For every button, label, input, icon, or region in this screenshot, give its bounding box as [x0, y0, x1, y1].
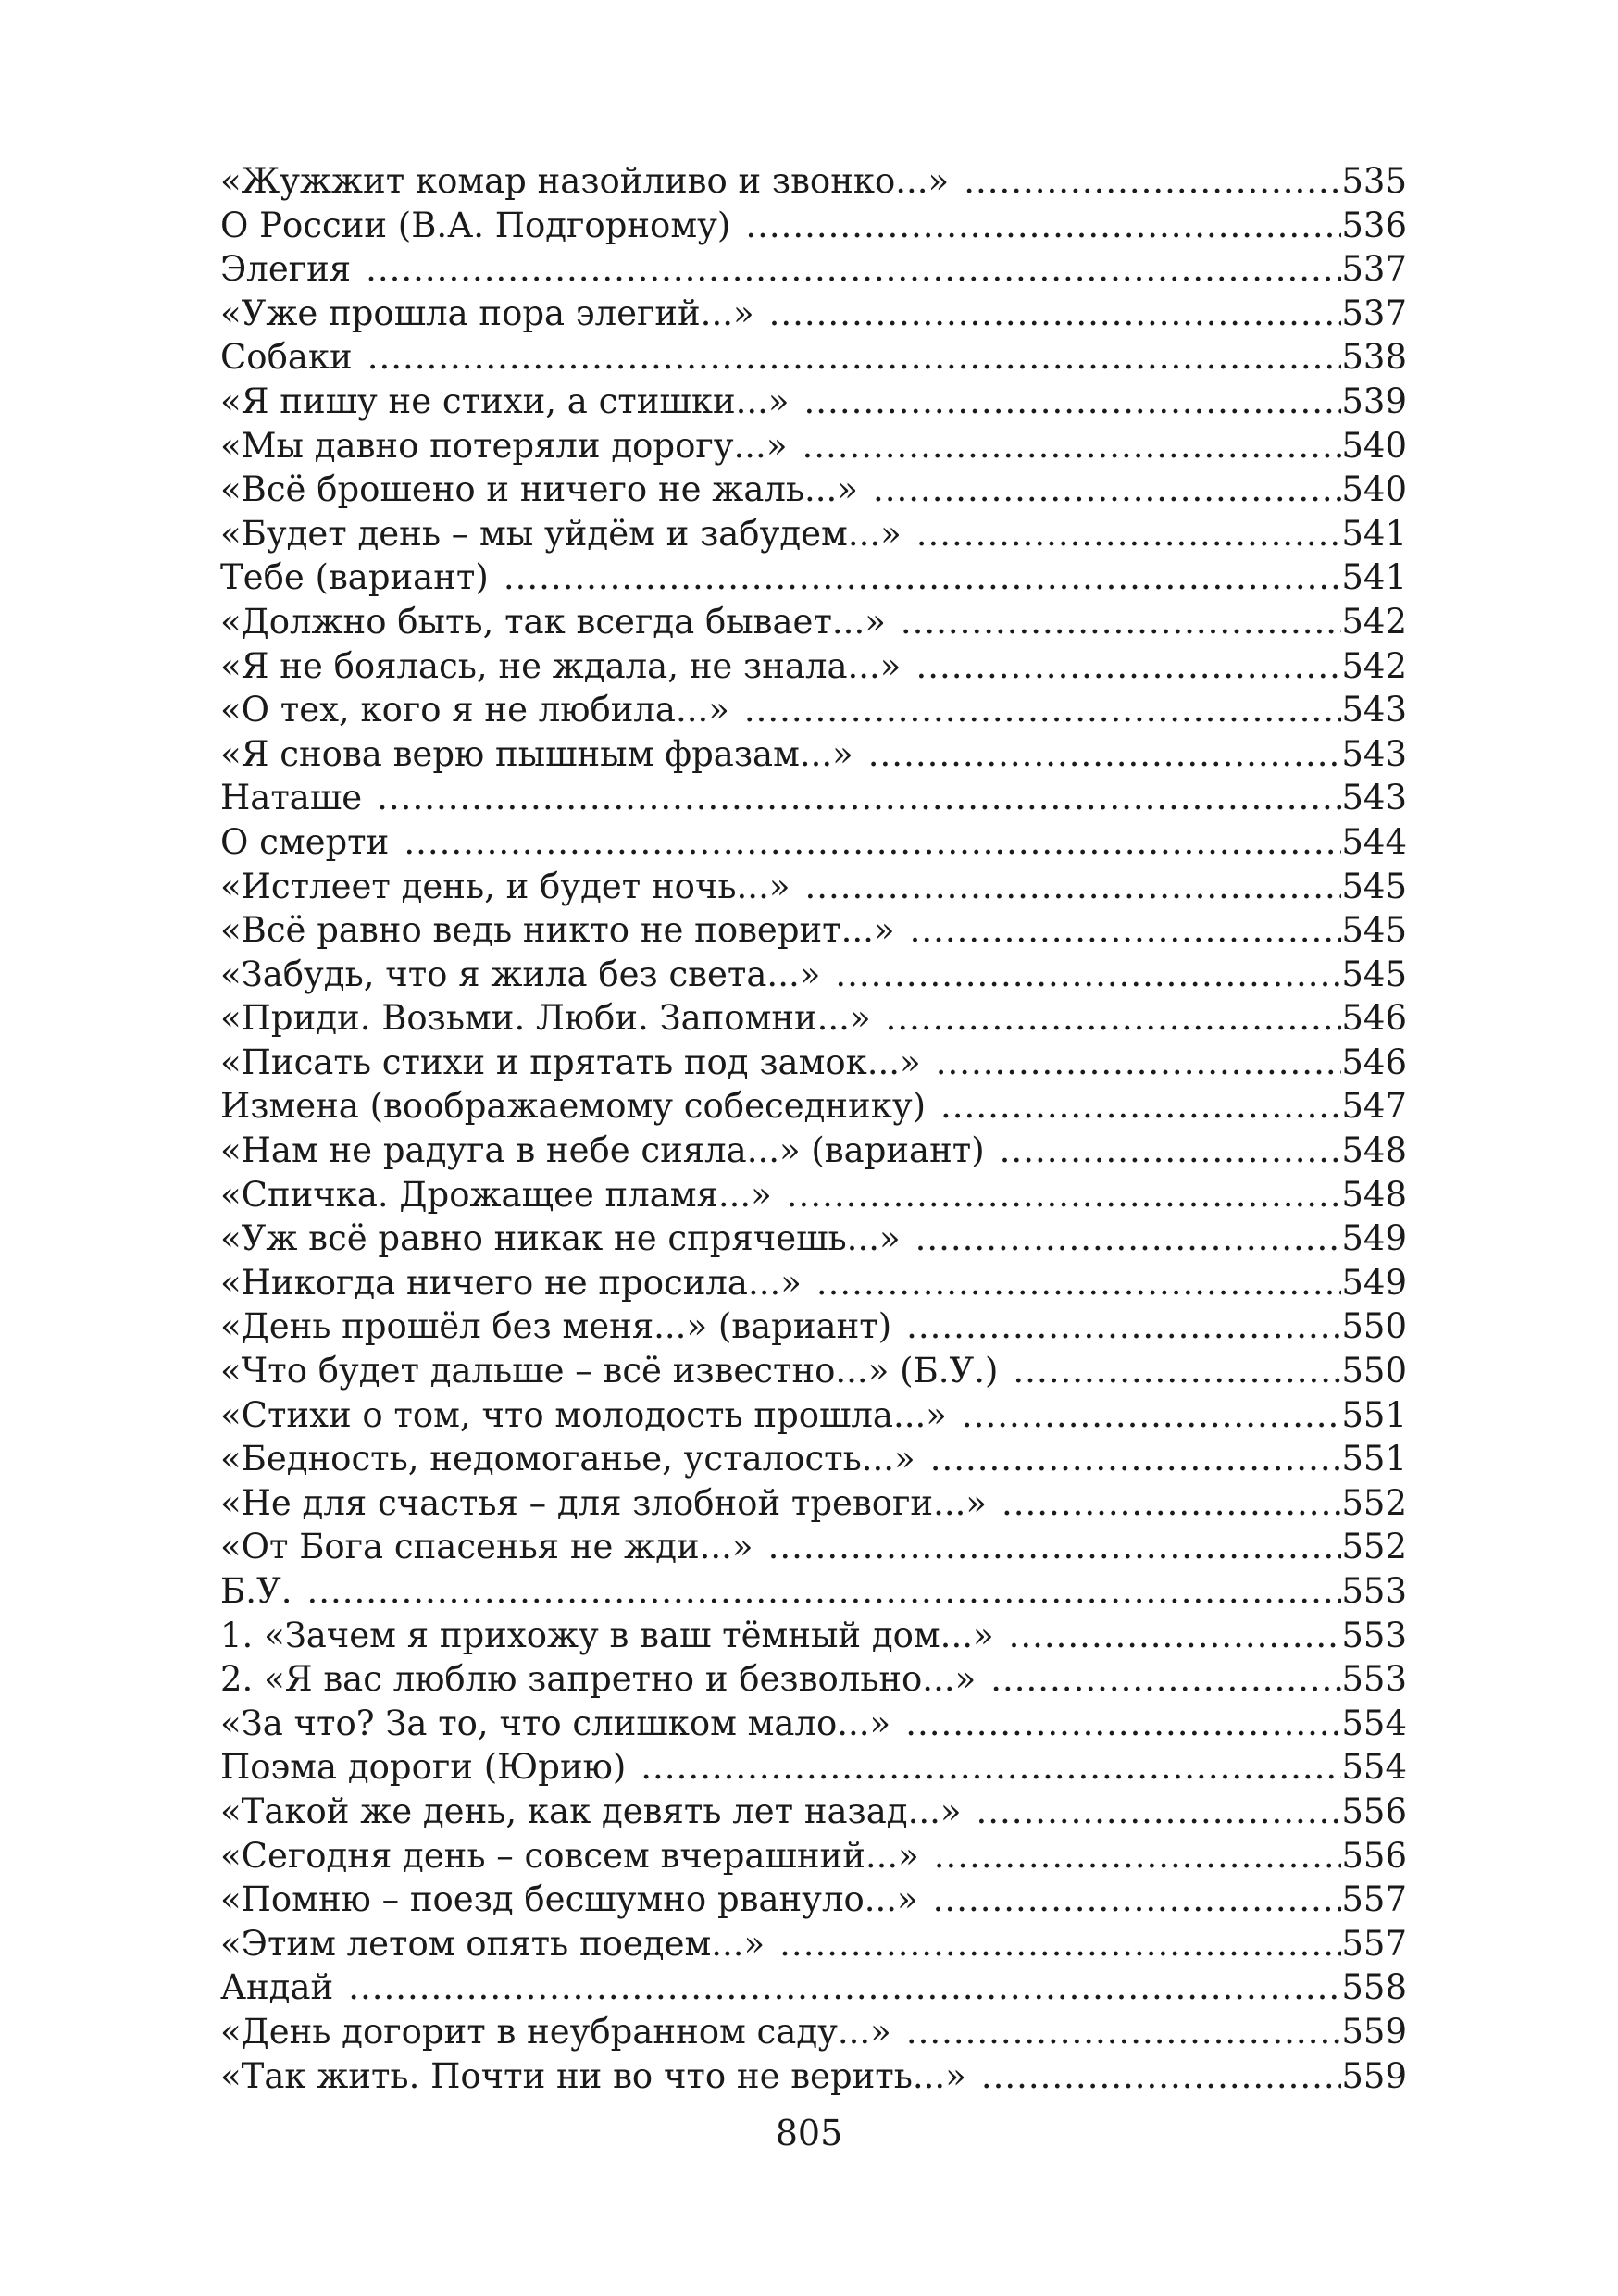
toc-entry-title: «Будет день – мы уйдём и забудем...»: [220, 513, 902, 554]
toc-entry: [220, 1437, 1407, 1481]
toc-entry-page: 545: [1341, 954, 1407, 994]
toc-entry-page: 552: [1341, 1482, 1407, 1523]
toc-entry-title: «Истлеет день, и будет ночь...»: [220, 866, 790, 906]
page-number: 805: [775, 2113, 843, 2153]
toc-entry: [220, 468, 1407, 512]
toc-entry: [220, 1834, 1407, 1878]
toc-entry-page: 539: [1341, 381, 1407, 421]
toc-dot-leader: [367, 335, 1342, 380]
toc-dot-leader: [934, 1834, 1342, 1878]
toc-entry-title: «Не для счастья – для злобной тревоги...»: [220, 1482, 988, 1523]
toc-entry: [220, 380, 1407, 424]
toc-entry-title: Б.У.: [220, 1571, 292, 1611]
toc-entry-title: Наташе: [220, 778, 363, 818]
toc-dot-leader: [745, 204, 1341, 248]
toc-entry: [220, 1525, 1407, 1569]
toc-entry-page: 549: [1341, 1218, 1407, 1259]
toc-entry-page: 541: [1341, 557, 1407, 598]
toc-entry-title: 1. «Зачем я прихожу в ваш тёмный дом...»: [220, 1615, 994, 1655]
toc-entry-title: «Так жить. Почти ни во что не верить...»: [220, 2055, 966, 2096]
toc-entry-title: «Нам не радуга в небе сияла...» (вариант): [220, 1130, 985, 1171]
toc-entry-page: 544: [1341, 821, 1407, 862]
toc-entry-page: 556: [1341, 1835, 1407, 1876]
toc-entry-page: 551: [1341, 1394, 1407, 1435]
toc-entry: [220, 1084, 1407, 1129]
toc-entry-title: «Всё брошено и ничего не жаль...»: [220, 469, 858, 510]
toc-entry-title: «Стихи о том, что молодость прошла...»: [220, 1394, 947, 1435]
toc-entry-title: Элегия: [220, 249, 352, 290]
toc-entry-title: О смерти: [220, 821, 390, 862]
toc-entry-page: 550: [1341, 1306, 1407, 1347]
toc-dot-leader: [779, 1922, 1341, 1966]
toc-entry: [220, 2054, 1407, 2099]
toc-entry-title: «О тех, кого я не любила...»: [220, 690, 729, 730]
toc-entry-page: 554: [1341, 1747, 1407, 1788]
toc-entry-title: «Я пишу не стихи, а стишки...»: [220, 381, 790, 421]
toc-entry: [220, 335, 1407, 380]
toc-entry: [220, 247, 1407, 292]
toc-dot-leader: [1002, 1481, 1341, 1526]
toc-entry-title: «Забудь, что я жила без света...»: [220, 954, 821, 994]
toc-entry-title: «Спичка. Дрожащее пламя...»: [220, 1174, 772, 1215]
toc-entry: [220, 1745, 1407, 1790]
toc-entry: [220, 1965, 1407, 2010]
toc-entry-title: Тебе (вариант): [220, 557, 489, 598]
toc-dot-leader: [964, 159, 1341, 204]
toc-entry-title: «День догорит в неубранном саду...»: [220, 2011, 891, 2052]
toc-entry-page: 543: [1341, 778, 1407, 818]
toc-dot-leader: [641, 1745, 1341, 1790]
toc-dot-leader: [905, 1702, 1341, 1746]
toc-entry-title: «Всё равно ведь никто не поверит...»: [220, 910, 895, 951]
toc-dot-leader: [804, 380, 1342, 424]
toc-dot-leader: [504, 555, 1342, 600]
toc-entry-page: 551: [1341, 1439, 1407, 1479]
toc-dot-leader: [873, 468, 1341, 512]
toc-dot-leader: [977, 1790, 1342, 1834]
toc-dot-leader: [1000, 1129, 1342, 1173]
toc-dot-leader: [930, 1437, 1342, 1481]
toc-entry-page: 545: [1341, 866, 1407, 906]
toc-entry: [220, 159, 1407, 204]
toc-entry-page: 549: [1341, 1262, 1407, 1303]
toc-entry-title: Поэма дороги (Юрию): [220, 1747, 627, 1788]
toc-entry-title: «Я снова верю пышным фразам...»: [220, 733, 853, 774]
toc-entry-page: 536: [1341, 205, 1407, 245]
toc-entry-page: 557: [1341, 1923, 1407, 1964]
toc-entry: [220, 908, 1407, 953]
toc-entry: [220, 953, 1407, 997]
toc-entry-page: 556: [1341, 1791, 1407, 1831]
toc-entry: [220, 996, 1407, 1041]
toc-entry: [220, 1261, 1407, 1305]
toc-dot-leader: [940, 1084, 1341, 1129]
toc-entry: [220, 2010, 1407, 2054]
toc-entry-title: Андай: [220, 1967, 334, 2008]
toc-entry: [220, 1129, 1407, 1173]
toc-dot-leader: [886, 996, 1342, 1041]
toc-dot-leader: [744, 688, 1342, 732]
toc-entry: [220, 644, 1407, 689]
toc-entry: [220, 1657, 1407, 1702]
toc-entry-page: 540: [1341, 469, 1407, 510]
toc-dot-leader: [906, 2010, 1342, 2054]
toc-entry-page: 557: [1341, 1879, 1407, 1920]
toc-dot-leader: [377, 776, 1341, 820]
toc-entry: [220, 204, 1407, 248]
toc-dot-leader: [306, 1569, 1341, 1614]
toc-dot-leader: [868, 732, 1342, 777]
toc-entry-page: 538: [1341, 337, 1407, 378]
toc-dot-leader: [936, 1041, 1342, 1085]
toc-dot-leader: [404, 820, 1341, 865]
toc-entry-page: 550: [1341, 1351, 1407, 1391]
toc-entry: [220, 1041, 1407, 1085]
toc-dot-leader: [910, 908, 1342, 953]
toc-entry-title: «Этим летом опять поедем...»: [220, 1923, 765, 1964]
toc-dot-leader: [1013, 1349, 1341, 1393]
toc-entry-title: «Что будет дальше – всё известно...» (Б.У.): [220, 1351, 999, 1391]
toc-dot-leader: [804, 865, 1341, 909]
toc-entry-title: «Я не боялась, не ждала, не знала...»: [220, 645, 902, 686]
toc-entry: [220, 1614, 1407, 1658]
toc-entry-page: 548: [1341, 1130, 1407, 1171]
toc-dot-leader: [916, 512, 1342, 556]
toc-entry-page: 543: [1341, 733, 1407, 774]
toc-entry-page: 541: [1341, 513, 1407, 554]
toc-entry: [220, 688, 1407, 732]
toc-entry-title: «Мы давно потеряли дорогу...»: [220, 425, 788, 466]
toc-entry-title: Собаки: [220, 337, 353, 378]
toc-dot-leader: [962, 1393, 1341, 1438]
toc-entry-title: «Бедность, недомоганье, усталость...»: [220, 1439, 915, 1479]
toc-entry: [220, 1173, 1407, 1217]
toc-entry: [220, 820, 1407, 865]
toc-dot-leader: [835, 953, 1341, 997]
toc-entry-title: О России (В.А. Подгорному): [220, 205, 731, 245]
toc-entry-page: 546: [1341, 998, 1407, 1039]
toc-entry-title: «От Бога спасенья не жди...»: [220, 1527, 753, 1567]
toc-entry-title: «За что? За то, что слишком мало...»: [220, 1703, 891, 1743]
toc-entry-title: «Никогда ничего не просила...»: [220, 1262, 802, 1303]
toc-entry-page: 553: [1341, 1615, 1407, 1655]
toc-entry-title: «Должно быть, так всегда бывает...»: [220, 601, 886, 642]
toc-entry: [220, 555, 1407, 600]
toc-entry-page: 542: [1341, 601, 1407, 642]
toc-dot-leader: [1009, 1614, 1342, 1658]
toc-entry-page: 548: [1341, 1174, 1407, 1215]
toc-entry-page: 558: [1341, 1967, 1407, 2008]
toc-dot-leader: [348, 1965, 1341, 2010]
toc-dot-leader: [906, 1304, 1341, 1349]
toc-entry-page: 542: [1341, 645, 1407, 686]
toc-dot-leader: [802, 424, 1341, 468]
toc-dot-leader: [990, 1657, 1341, 1702]
toc-entry-page: 535: [1341, 161, 1407, 201]
toc-entry-page: 540: [1341, 425, 1407, 466]
toc-entry-page: 545: [1341, 910, 1407, 951]
toc-dot-leader: [769, 292, 1342, 336]
toc-dot-leader: [816, 1261, 1342, 1305]
toc-entry: [220, 1349, 1407, 1393]
toc-entry-title: «Жужжит комар назойливо и звонко...»: [220, 161, 950, 201]
toc-entry-title: «День прошёл без меня...» (вариант): [220, 1306, 892, 1347]
toc-entry-page: 559: [1341, 2011, 1407, 2052]
toc-entry-page: 537: [1341, 249, 1407, 290]
toc-entry: [220, 600, 1407, 644]
toc-entry-page: 543: [1341, 690, 1407, 730]
toc-entry: [220, 512, 1407, 556]
toc-dot-leader: [787, 1173, 1342, 1217]
toc-entry-title: «Писать стихи и прятать под замок...»: [220, 1042, 921, 1082]
toc-entry-title: Измена (воображаемому собеседнику): [220, 1086, 927, 1127]
toc-entry: [220, 1878, 1407, 1922]
toc-entry: [220, 865, 1407, 909]
toc-entry-title: «Уж всё равно никак не спрячешь...»: [220, 1218, 901, 1259]
toc-entry-page: 554: [1341, 1703, 1407, 1743]
toc-entry-page: 547: [1341, 1086, 1407, 1127]
toc-entry: [220, 1569, 1407, 1614]
toc-dot-leader: [366, 247, 1341, 292]
toc-entry-page: 537: [1341, 293, 1407, 333]
toc-entry: [220, 1393, 1407, 1438]
toc-entry-title: «Уже прошла пора элегий...»: [220, 293, 754, 333]
toc-entry: [220, 424, 1407, 468]
toc-entry-title: «Сегодня день – совсем вчерашний...»: [220, 1835, 919, 1876]
toc-entry: [220, 1304, 1407, 1349]
toc-dot-leader: [915, 1217, 1342, 1261]
toc-entry-title: 2. «Я вас люблю запретно и безвольно...»: [220, 1659, 977, 1700]
toc-dot-leader: [933, 1878, 1342, 1922]
toc-entry-page: 553: [1341, 1571, 1407, 1611]
table-of-contents: [220, 159, 1407, 2098]
toc-entry: [220, 1481, 1407, 1526]
toc-entry: [220, 1217, 1407, 1261]
toc-entry: [220, 732, 1407, 777]
toc-entry-page: 553: [1341, 1659, 1407, 1700]
toc-entry: [220, 776, 1407, 820]
toc-dot-leader: [768, 1525, 1342, 1569]
toc-entry: [220, 292, 1407, 336]
toc-entry: [220, 1790, 1407, 1834]
toc-entry-title: «Помню – поезд бесшумно рвануло...»: [220, 1879, 918, 1920]
toc-entry-page: 546: [1341, 1042, 1407, 1082]
toc-dot-leader: [915, 644, 1341, 689]
toc-entry: [220, 1702, 1407, 1746]
toc-entry-page: 552: [1341, 1527, 1407, 1567]
toc-dot-leader: [901, 600, 1342, 644]
toc-entry-page: 559: [1341, 2055, 1407, 2096]
toc-entry-title: «Приди. Возьми. Люби. Запомни...»: [220, 998, 871, 1039]
toc-entry: [220, 1922, 1407, 1966]
toc-dot-leader: [981, 2054, 1342, 2099]
toc-entry-title: «Такой же день, как девять лет назад...»: [220, 1791, 962, 1831]
